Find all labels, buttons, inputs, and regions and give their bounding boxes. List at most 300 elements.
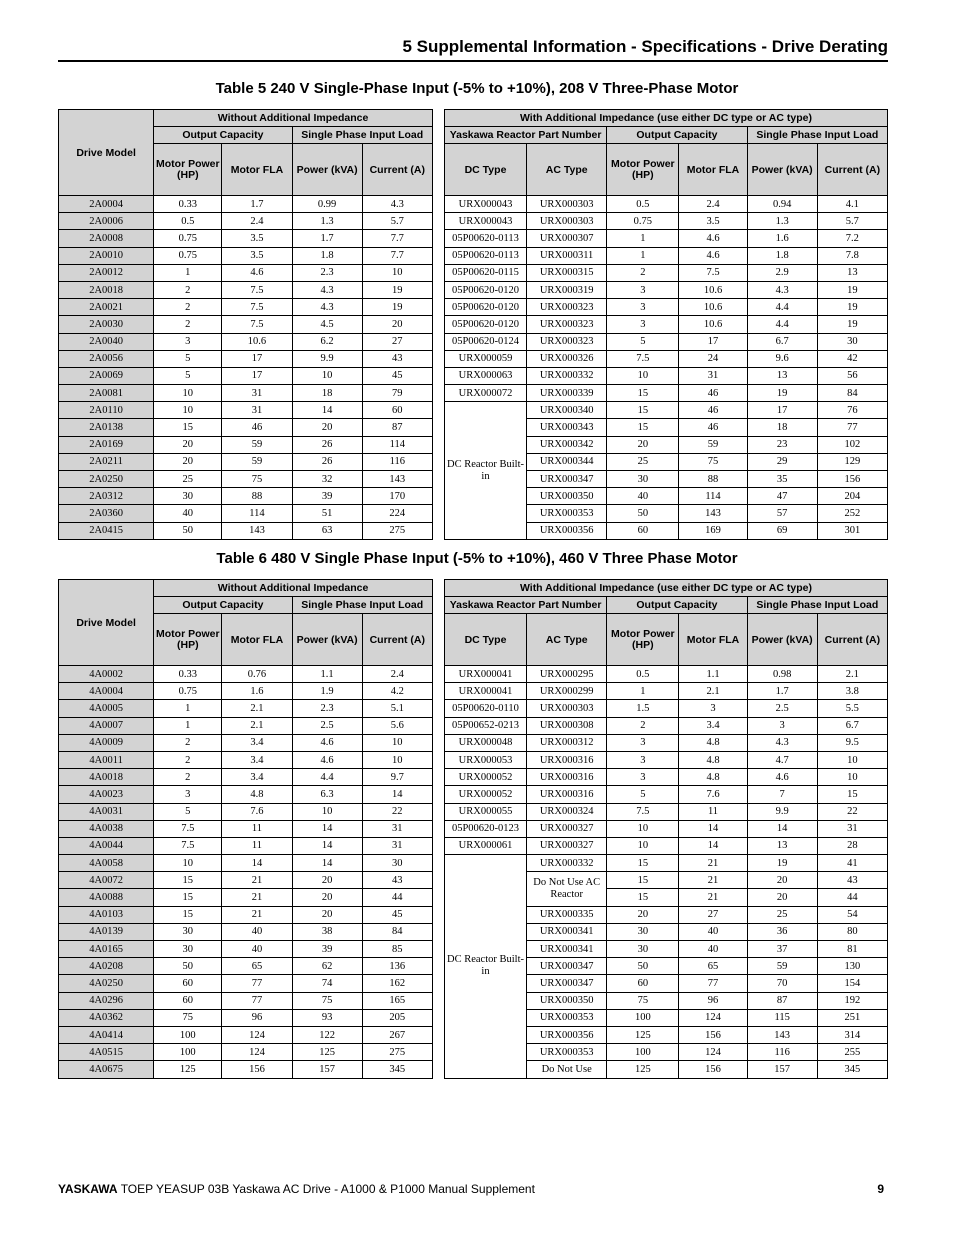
power-kva-cell: 4.6 [747, 769, 817, 786]
current-cell: 43 [817, 872, 887, 889]
ac-type-cell: URX000340 [527, 402, 607, 419]
power-kva-cell: 6.2 [292, 333, 362, 350]
motor-power-cell: 20 [607, 436, 679, 453]
motor-fla-cell: 7.5 [222, 316, 292, 333]
current-cell: 2.1 [817, 666, 887, 683]
motor-power-cell: 1 [607, 230, 679, 247]
current-cell: 20 [362, 316, 432, 333]
power-kva-cell: 39 [292, 488, 362, 505]
power-kva-cell: 2.3 [292, 700, 362, 717]
motor-fla-cell: 143 [222, 522, 292, 539]
motor-power-cell: 2 [154, 281, 222, 298]
output-capacity-header: Output Capacity [154, 597, 292, 614]
ac-type-cell: URX000295 [527, 666, 607, 683]
motor-power-cell: 5 [607, 333, 679, 350]
current-cell: 80 [817, 923, 887, 940]
motor-power-cell: 20 [154, 453, 222, 470]
drive-model-cell: 4A0414 [59, 1026, 154, 1043]
table-row [59, 855, 888, 872]
column-gap [432, 419, 444, 436]
current-cell: 19 [362, 281, 432, 298]
current-cell: 22 [817, 803, 887, 820]
current-cell: 224 [362, 505, 432, 522]
table-row [59, 385, 888, 402]
motor-fla-header: Motor FLA [222, 144, 292, 196]
ac-type-cell: URX000323 [527, 299, 607, 316]
ac-type-cell: URX000353 [527, 1044, 607, 1061]
current-cell: 60 [362, 402, 432, 419]
motor-fla-cell: 21 [222, 872, 292, 889]
current-cell: 143 [362, 471, 432, 488]
ac-type-cell: Do Not Use [527, 1061, 607, 1078]
power-kva-cell: 20 [292, 419, 362, 436]
output-capacity-header: Output Capacity [154, 127, 292, 144]
motor-power-cell: 50 [154, 522, 222, 539]
column-gap [432, 385, 444, 402]
motor-power-cell: 15 [607, 402, 679, 419]
motor-fla-cell: 3.4 [222, 751, 292, 768]
ac-type-cell: URX000316 [527, 769, 607, 786]
power-kva-cell: 1.7 [747, 683, 817, 700]
motor-power-cell: 3 [154, 333, 222, 350]
current-cell: 28 [817, 837, 887, 854]
drive-model-cell: 4A0038 [59, 820, 154, 837]
dc-type-cell: URX000052 [444, 769, 526, 786]
power-kva-cell: 87 [747, 992, 817, 1009]
motor-power-cell: 30 [154, 941, 222, 958]
motor-power-cell: 15 [154, 419, 222, 436]
ac-type-cell: URX000356 [527, 522, 607, 539]
drive-model-cell: 2A0040 [59, 333, 154, 350]
footer-brand: YASKAWA [58, 1182, 118, 1196]
drive-model-header: Drive Model [59, 110, 154, 196]
current-cell: 7.8 [817, 247, 887, 264]
column-gap [432, 1044, 444, 1061]
drive-model-cell: 2A0004 [59, 196, 154, 213]
current-cell: 30 [817, 333, 887, 350]
column-gap [432, 889, 444, 906]
power-kva-cell: 75 [292, 992, 362, 1009]
power-kva-cell: 4.3 [747, 734, 817, 751]
motor-power-cell: 0.75 [154, 230, 222, 247]
current-cell: 19 [817, 281, 887, 298]
column-gap [432, 580, 444, 666]
motor-fla-cell: 1.6 [222, 683, 292, 700]
column-gap [432, 683, 444, 700]
current-cell: 252 [817, 505, 887, 522]
motor-fla-cell: 3.5 [222, 247, 292, 264]
power-kva-cell: 157 [747, 1061, 817, 1078]
motor-fla-cell: 21 [679, 889, 747, 906]
drive-model-cell: 2A0008 [59, 230, 154, 247]
ac-type-cell: URX000332 [527, 367, 607, 384]
current-cell: 31 [817, 820, 887, 837]
power-kva-cell: 0.94 [747, 196, 817, 213]
motor-fla-header: Motor FLA [679, 614, 747, 666]
current-cell: 43 [362, 872, 432, 889]
motor-power-cell: 100 [154, 1044, 222, 1061]
drive-model-cell: 2A0010 [59, 247, 154, 264]
table-row [59, 786, 888, 803]
motor-power-cell: 25 [607, 453, 679, 470]
power-kva-cell: 25 [747, 906, 817, 923]
motor-fla-cell: 10.6 [679, 299, 747, 316]
current-cell: 204 [817, 488, 887, 505]
motor-power-cell: 3 [607, 769, 679, 786]
motor-fla-cell: 1.1 [679, 666, 747, 683]
power-kva-cell: 20 [292, 889, 362, 906]
drive-model-cell: 4A0515 [59, 1044, 154, 1061]
table-row [59, 316, 888, 333]
page-section-title: 5 Supplemental Information - Specifications - Drive Derating [402, 37, 888, 56]
current-cell: 10 [817, 769, 887, 786]
dc-type-cell: URX000053 [444, 751, 526, 768]
motor-power-cell: 2 [154, 299, 222, 316]
power-kva-cell: 6.3 [292, 786, 362, 803]
ac-type-cell: URX000353 [527, 1009, 607, 1026]
power-kva-cell: 10 [292, 803, 362, 820]
motor-power-cell: 125 [607, 1026, 679, 1043]
power-kva-cell: 57 [747, 505, 817, 522]
table-row [59, 367, 888, 384]
motor-power-cell: 1 [154, 717, 222, 734]
ac-type-cell: URX000335 [527, 906, 607, 923]
motor-power-cell: 30 [607, 923, 679, 940]
current-cell: 3.8 [817, 683, 887, 700]
motor-power-cell: 3 [607, 316, 679, 333]
table-row [59, 350, 888, 367]
power-kva-cell: 143 [747, 1026, 817, 1043]
motor-power-cell: 25 [154, 471, 222, 488]
motor-fla-cell: 96 [679, 992, 747, 1009]
motor-fla-cell: 40 [222, 941, 292, 958]
motor-power-cell: 15 [607, 419, 679, 436]
drive-model-cell: 4A0005 [59, 700, 154, 717]
motor-power-cell: 20 [607, 906, 679, 923]
current-cell: 130 [817, 958, 887, 975]
motor-power-cell: 1 [607, 683, 679, 700]
motor-power-cell: 125 [607, 1061, 679, 1078]
motor-power-cell: 60 [607, 975, 679, 992]
power-kva-cell: 13 [747, 367, 817, 384]
power-kva-cell: 7 [747, 786, 817, 803]
motor-fla-cell: 3.4 [222, 734, 292, 751]
table-row [59, 717, 888, 734]
current-cell: 4.3 [362, 196, 432, 213]
current-cell: 275 [362, 1044, 432, 1061]
power-kva-cell: 62 [292, 958, 362, 975]
table-row [59, 281, 888, 298]
current-cell: 19 [817, 316, 887, 333]
drive-model-cell: 2A0030 [59, 316, 154, 333]
ac-type-cell: URX000347 [527, 975, 607, 992]
current-cell: 5.5 [817, 700, 887, 717]
motor-fla-cell: 31 [222, 385, 292, 402]
ac-type-cell: URX000316 [527, 751, 607, 768]
table-row [59, 837, 888, 854]
motor-fla-cell: 77 [222, 975, 292, 992]
column-gap [432, 941, 444, 958]
power-kva-cell: 19 [747, 855, 817, 872]
motor-power-cell: 30 [154, 488, 222, 505]
power-kva-cell: 1.6 [747, 230, 817, 247]
ac-type-cell: URX000312 [527, 734, 607, 751]
power-kva-header: Power (kVA) [292, 144, 362, 196]
drive-model-cell: 2A0018 [59, 281, 154, 298]
motor-fla-cell: 10.6 [222, 333, 292, 350]
current-cell: 10 [817, 751, 887, 768]
column-gap [432, 786, 444, 803]
power-kva-cell: 39 [292, 941, 362, 958]
motor-power-cell: 2 [607, 264, 679, 281]
dc-reactor-builtin-cell: DC Reactor Built-in [444, 855, 526, 1078]
dc-type-cell: 05P00620-0120 [444, 299, 526, 316]
power-kva-cell: 4.3 [747, 281, 817, 298]
motor-power-cell: 3 [607, 299, 679, 316]
ac-type-cell: URX000299 [527, 683, 607, 700]
current-cell: 81 [817, 941, 887, 958]
current-cell: 27 [362, 333, 432, 350]
table-row [59, 751, 888, 768]
power-kva-cell: 9.9 [747, 803, 817, 820]
current-cell: 102 [817, 436, 887, 453]
drive-model-cell: 2A0360 [59, 505, 154, 522]
power-kva-cell: 4.3 [292, 281, 362, 298]
motor-fla-header: Motor FLA [679, 144, 747, 196]
reactor-part-number-header: Yaskawa Reactor Part Number [444, 127, 606, 144]
power-kva-cell: 74 [292, 975, 362, 992]
drive-model-header: Drive Model [59, 580, 154, 666]
drive-model-cell: 4A0009 [59, 734, 154, 751]
motor-fla-cell: 31 [222, 402, 292, 419]
current-cell: 251 [817, 1009, 887, 1026]
dc-type-cell: URX000048 [444, 734, 526, 751]
current-cell: 5.7 [817, 213, 887, 230]
current-cell: 31 [362, 837, 432, 854]
power-kva-cell: 1.8 [747, 247, 817, 264]
motor-power-cell: 0.75 [154, 247, 222, 264]
motor-fla-cell: 21 [222, 906, 292, 923]
current-cell: 2.4 [362, 666, 432, 683]
dc-type-cell: 05P00652-0213 [444, 717, 526, 734]
motor-power-cell: 5 [154, 367, 222, 384]
motor-power-cell: 30 [154, 923, 222, 940]
dc-type-cell: URX000059 [444, 350, 526, 367]
motor-fla-cell: 3.5 [679, 213, 747, 230]
table-row [59, 734, 888, 751]
drive-model-cell: 4A0165 [59, 941, 154, 958]
current-cell: 10 [362, 264, 432, 281]
motor-fla-cell: 11 [222, 820, 292, 837]
column-gap [432, 436, 444, 453]
current-cell: 85 [362, 941, 432, 958]
motor-fla-cell: 65 [679, 958, 747, 975]
drive-model-cell: 4A0031 [59, 803, 154, 820]
current-cell: 255 [817, 1044, 887, 1061]
drive-model-cell: 4A0208 [59, 958, 154, 975]
ac-type-cell: URX000303 [527, 700, 607, 717]
column-gap [432, 751, 444, 768]
motor-power-cell: 10 [607, 837, 679, 854]
column-gap [432, 316, 444, 333]
motor-fla-cell: 65 [222, 958, 292, 975]
power-kva-cell: 93 [292, 1009, 362, 1026]
column-gap [432, 992, 444, 1009]
power-kva-cell: 4.3 [292, 299, 362, 316]
current-header: Current (A) [817, 614, 887, 666]
power-kva-cell: 122 [292, 1026, 362, 1043]
motor-fla-cell: 40 [679, 941, 747, 958]
current-cell: 13 [817, 264, 887, 281]
current-cell: 7.2 [817, 230, 887, 247]
dc-type-cell: 05P00620-0120 [444, 316, 526, 333]
motor-fla-cell: 46 [679, 402, 747, 419]
drive-model-cell: 4A0011 [59, 751, 154, 768]
ac-type-cell: URX000316 [527, 786, 607, 803]
current-cell: 22 [362, 803, 432, 820]
column-gap [432, 958, 444, 975]
motor-power-cell: 15 [154, 872, 222, 889]
column-gap [432, 213, 444, 230]
column-gap [432, 333, 444, 350]
ac-type-cell: URX000339 [527, 385, 607, 402]
motor-power-cell: 5 [154, 803, 222, 820]
motor-fla-cell: 46 [222, 419, 292, 436]
motor-fla-cell: 17 [222, 367, 292, 384]
column-gap [432, 666, 444, 683]
current-cell: 170 [362, 488, 432, 505]
power-kva-cell: 59 [747, 958, 817, 975]
motor-power-cell: 100 [607, 1009, 679, 1026]
motor-fla-cell: 7.5 [222, 281, 292, 298]
motor-fla-cell: 4.8 [679, 734, 747, 751]
power-kva-cell: 14 [292, 855, 362, 872]
current-cell: 116 [362, 453, 432, 470]
power-kva-cell: 36 [747, 923, 817, 940]
dc-type-cell: URX000072 [444, 385, 526, 402]
column-gap [432, 367, 444, 384]
ac-type-cell: URX000327 [527, 820, 607, 837]
motor-fla-cell: 124 [679, 1009, 747, 1026]
dc-type-header: DC Type [444, 144, 526, 196]
drive-model-cell: 4A0023 [59, 786, 154, 803]
motor-power-cell: 0.75 [607, 213, 679, 230]
motor-power-cell: 3 [607, 734, 679, 751]
current-cell: 15 [817, 786, 887, 803]
motor-power-cell: 40 [607, 488, 679, 505]
motor-fla-cell: 124 [222, 1044, 292, 1061]
drive-model-cell: 4A0007 [59, 717, 154, 734]
power-kva-cell: 10 [292, 367, 362, 384]
single-phase-input-load-header: Single Phase Input Load [292, 597, 432, 614]
drive-model-cell: 4A0103 [59, 906, 154, 923]
current-cell: 4.2 [362, 683, 432, 700]
power-kva-cell: 1.9 [292, 683, 362, 700]
power-kva-cell: 6.7 [747, 333, 817, 350]
ac-type-cell: URX000311 [527, 247, 607, 264]
motor-power-cell: 0.5 [607, 196, 679, 213]
motor-power-cell: 30 [607, 941, 679, 958]
motor-power-cell: 15 [607, 385, 679, 402]
table-row [59, 196, 888, 213]
drive-model-cell: 4A0018 [59, 769, 154, 786]
motor-power-cell: 10 [154, 385, 222, 402]
table-row [59, 803, 888, 820]
motor-fla-cell: 7.5 [679, 264, 747, 281]
current-cell: 6.7 [817, 717, 887, 734]
table-row [59, 402, 888, 419]
table-row [59, 213, 888, 230]
footer-text [58, 1182, 535, 1196]
current-header: Current (A) [362, 144, 432, 196]
ac-type-cell: URX000303 [527, 196, 607, 213]
dc-type-header: DC Type [444, 614, 526, 666]
ac-type-cell: URX000341 [527, 941, 607, 958]
motor-power-cell: 60 [607, 522, 679, 539]
drive-model-cell: 4A0675 [59, 1061, 154, 1078]
power-kva-cell: 116 [747, 1044, 817, 1061]
motor-power-cell: 50 [154, 958, 222, 975]
motor-fla-cell: 59 [679, 436, 747, 453]
page-number: 9 [877, 1182, 884, 1196]
power-kva-cell: 125 [292, 1044, 362, 1061]
power-kva-cell: 3 [747, 717, 817, 734]
do-not-use-ac-reactor-cell: Do Not Use AC Reactor [527, 872, 607, 906]
current-cell: 77 [817, 419, 887, 436]
current-cell: 84 [817, 385, 887, 402]
motor-fla-cell: 88 [222, 488, 292, 505]
drive-model-cell: 2A0250 [59, 471, 154, 488]
ac-type-cell: URX000327 [527, 837, 607, 854]
table-row [59, 769, 888, 786]
column-gap [432, 196, 444, 213]
current-cell: 76 [817, 402, 887, 419]
power-kva-cell: 18 [292, 385, 362, 402]
motor-power-cell: 1.5 [607, 700, 679, 717]
power-kva-cell: 26 [292, 436, 362, 453]
motor-fla-cell: 0.76 [222, 666, 292, 683]
motor-power-cell: 60 [154, 992, 222, 1009]
motor-fla-cell: 169 [679, 522, 747, 539]
power-kva-cell: 2.5 [292, 717, 362, 734]
motor-fla-cell: 17 [222, 350, 292, 367]
motor-power-cell: 7.5 [607, 803, 679, 820]
current-cell: 19 [817, 299, 887, 316]
current-cell: 4.1 [817, 196, 887, 213]
motor-fla-cell: 77 [222, 992, 292, 1009]
column-gap [432, 522, 444, 539]
motor-fla-cell: 2.1 [222, 700, 292, 717]
dc-type-cell: URX000041 [444, 666, 526, 683]
current-cell: 7.7 [362, 247, 432, 264]
motor-power-cell: 3 [154, 786, 222, 803]
column-gap [432, 769, 444, 786]
power-kva-cell: 1.3 [292, 213, 362, 230]
motor-power-cell: 1 [154, 700, 222, 717]
current-cell: 10 [362, 751, 432, 768]
drive-model-cell: 2A0081 [59, 385, 154, 402]
column-gap [432, 299, 444, 316]
motor-fla-cell: 4.8 [679, 769, 747, 786]
drive-model-cell: 4A0072 [59, 872, 154, 889]
motor-power-cell: 7.5 [154, 820, 222, 837]
column-gap [432, 837, 444, 854]
ac-type-cell: URX000356 [527, 1026, 607, 1043]
ac-type-cell: URX000323 [527, 316, 607, 333]
dc-type-cell: URX000043 [444, 196, 526, 213]
motor-power-cell: 5 [154, 350, 222, 367]
motor-fla-cell: 10.6 [679, 316, 747, 333]
